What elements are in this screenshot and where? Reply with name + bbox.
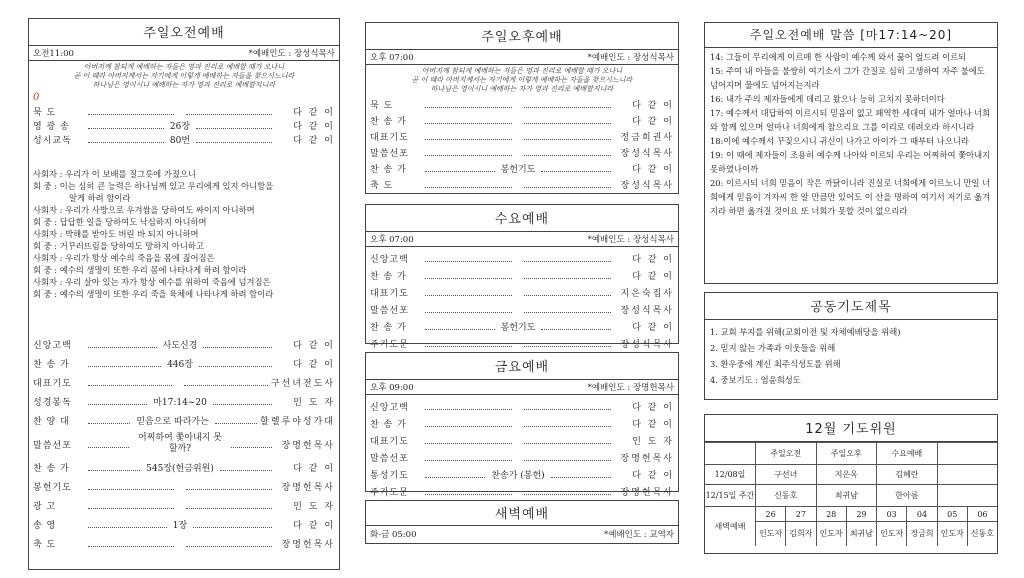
wednesday-panel (365, 204, 679, 350)
order-row: 대표기도 구선녀전도사 (33, 379, 336, 389)
reading-line: 회 중 : 답답한 일을 당하여도 낙심하지 아니하며 (33, 217, 207, 227)
reading-line: 회 중 : 거꾸러뜨림을 당하여도 망하지 아니하고 (33, 241, 204, 251)
prayer-committee-panel (704, 414, 998, 554)
committee-cell: 김혜란 (877, 465, 938, 485)
order-row: 대표기도 정금희권사 (370, 132, 674, 143)
col-header: 수요예배 (877, 443, 938, 465)
committee-cell: 한아름 (877, 485, 938, 507)
friday-panel (365, 352, 679, 498)
sunday-morning-order-top (29, 104, 339, 146)
committee-cell: 신동호 (756, 485, 817, 507)
order-row: 말씀선포 장명헌목사 (370, 454, 674, 464)
name-cell: 김희자 (786, 522, 816, 546)
order-row: 영 광 송 26장 다 같 이 (29, 118, 339, 132)
dawn-header (366, 526, 678, 541)
order-row: 봉헌기도 장명헌목사 (33, 483, 335, 493)
sermon-title: 주일오전예배 말씀 [마17:14~20] (705, 23, 997, 48)
date-cell: 28 (816, 507, 846, 522)
prayer-item: 4. 중보기도 : 엄윤희성도 (710, 375, 801, 385)
reading-line: 회 중 : 예수의 생명이 또한 우리 죽을 육체에 나타나게 하려 함이라 (33, 289, 274, 299)
responsive-reading (29, 168, 339, 300)
date-cell: 04 (907, 507, 937, 522)
verse: 18:이에 예수께서 꾸짖으시니 귀신이 나가고 아이가 그 때부터 나으니라 (710, 136, 969, 146)
col-header: 주일오전 (756, 443, 817, 465)
reading-line: 사회자 : 박해를 받아도 버린 바 되지 아니하며 (33, 229, 199, 239)
sunday-morning-panel (28, 18, 340, 570)
order-row: 주기도문 장성식목사 (370, 340, 674, 350)
sunday-morning-time: 오전11:00 (33, 49, 74, 59)
order-row: 찬 양 대 믿음으로 따라가는 할렐루야성가대 (29, 411, 339, 430)
dawn-leader: *예배인도 : 교역자 (604, 530, 674, 540)
order-row: 찬 송 가 545장(헌금위원) 다 같 이 (29, 458, 339, 477)
order-row: 찬 송 가 봉헌기도 다 같 이 (366, 318, 678, 335)
verse: 14: 그들이 무리에게 이르매 한 사람이 예수께 와서 꿇어 엎드려 이르되 (710, 52, 967, 62)
sunday-evening-quote: 아버지께 참되게 예배하는 자들은 영과 진리로 예배할 때가 오나니 곧 이 때라 아버지께서는 자기에게 이렇게 예배하는 자들을 찾으시느니라 하나님은 영이시니 예배하는 자가 영과 진리로 예배할지니라 (411, 67, 633, 93)
prayer-item: 1. 교회 부지를 위해(교회이전 및 자체예배당을 위해) (710, 327, 901, 337)
prayer-list (705, 320, 997, 390)
reading-line: 사회자 : 우리가 사방으로 우겨쌈을 당하여도 싸이지 아니하며 (33, 205, 255, 215)
order-row: 말씀선포 어찌하여 쫓아내지 못할까? 장명헌목사 (33, 433, 335, 454)
verse: 17: 예수께서 대답하여 이르시되 믿음이 없고 패역한 세대여 내가 얼마나 너희와 함께 있으며 얼마나 너희에게 참으리요 그를 이리로 데려오라 하시니라 (710, 108, 991, 132)
dawn-label: 새벽예배 (705, 507, 756, 546)
order-row: 묵 도 다 같 이 (370, 100, 674, 111)
sunday-morning-order-bottom (29, 335, 339, 553)
sermon-panel (704, 22, 998, 284)
reading-line: 사회자 : 우리가 항상 예수의 죽음을 몸에 짊어짐은 (33, 253, 215, 263)
date-cell: 26 (756, 507, 786, 522)
order-row: 신앙고백 사도신경 다 같 이 (29, 335, 339, 354)
order-row: 축 도 장명헌목사 (33, 540, 335, 550)
sunday-morning-quote: 아버지께 참되게 예배하는 자들은 영과 진리로 예배할 때가 오나니 곧 이 때라 아버지께서는 자기에게 이렇게 예배하는 자들을 찾으시느니라 하나님은 영이시니 예배하는 자가 영과 진리로 예배할지니라 (73, 63, 295, 89)
reading-line: 사회자 : 우리 살아 있는 자가 항상 예수를 위하여 죽음에 넘겨짐은 (33, 277, 271, 287)
col-header: 주일오후 (816, 443, 877, 465)
order-row: 말씀선포 장성식목사 (370, 148, 674, 159)
prayer-committee-title: 12월 기도위원 (705, 415, 997, 442)
friday-header (366, 380, 678, 395)
committee-table (705, 442, 997, 546)
name-cell: 정금희 (907, 522, 937, 546)
wednesday-leader: *예배인도 : 장성식목사 (587, 235, 674, 245)
committee-cell: 구선녀 (756, 465, 817, 485)
order-row: 신앙고백 다 같 이 (370, 403, 674, 413)
order-row: 축 도 장성식목사 (370, 180, 674, 191)
committee-cell: 최귀남 (816, 485, 877, 507)
name-cell: 신동호 (967, 522, 997, 546)
reading-line: 회 중 : 예수의 생명이 또한 우리 몸에 나타나게 하려 함이라 (33, 265, 247, 275)
common-prayer-panel (704, 292, 998, 400)
verse: 16: 내가 주의 제자들에게 데리고 왔으나 능히 고치지 못하더이다 (710, 94, 945, 104)
sunday-morning-title: 주일오전예배 (29, 19, 339, 46)
order-row: 성시교독 80번 다 같 이 (29, 132, 339, 146)
date-cell: 05 (937, 507, 967, 522)
order-row: 통성기도 찬송가 (봉헌) 다 같 이 (366, 466, 678, 483)
date-cell: 06 (967, 507, 997, 522)
friday-time: 오후 09:00 (370, 383, 414, 393)
name-cell: 인도자 (756, 522, 786, 546)
handwritten-mark: 0 (33, 92, 40, 103)
name-cell: 최귀남 (846, 522, 876, 546)
order-row: 찬 송 가 다 같 이 (370, 116, 674, 127)
wednesday-header (366, 232, 678, 247)
sunday-morning-header (29, 46, 339, 61)
order-row: 찬 송 가 다 같 이 (370, 272, 674, 282)
order-row: 대표기도 인 도 자 (370, 437, 674, 447)
reading-line: 회 중 : 이는 심히 큰 능력은 하나님께 있고 우리에게 있지 아니함을 (33, 181, 274, 191)
order-row: 말씀선포 장성식목사 (370, 306, 674, 316)
sunday-morning-leader: *예배인도 : 장성식목사 (248, 49, 335, 59)
dawn-time: 화-금 05:00 (370, 530, 417, 540)
row-label: 12/08일 (705, 465, 756, 485)
sunday-evening-leader: *예배인도 : 장성식목사 (587, 53, 674, 63)
order-row: 주기도문 장명헌목사 (370, 488, 674, 498)
committee-cell: 지은옥 (816, 465, 877, 485)
order-row: 성경봉독 마17:14~20 인 도 자 (29, 392, 339, 411)
verse: 19: 이 때에 제자들이 조용히 예수께 나아와 이르되 우리는 어찌하여 쫓아내지 못하였나이까 (710, 150, 991, 174)
common-prayer-title: 공동기도제목 (705, 293, 997, 320)
name-cell: 인도자 (877, 522, 907, 546)
sunday-evening-time: 오후 07:00 (370, 53, 414, 63)
sunday-evening-header (366, 50, 678, 65)
order-row: 송 영 1장 다 같 이 (29, 515, 339, 534)
row-label: 12/15일 주간 (705, 485, 756, 507)
order-row: 신앙고백 다 같 이 (370, 255, 674, 265)
order-row: 묵 도 다 같 이 (33, 107, 335, 118)
reading-line: 알게 하려 함이라 (69, 193, 131, 203)
dawn-title: 새벽예배 (366, 501, 678, 526)
order-row: 광 고 인 도 자 (33, 502, 335, 512)
friday-leader: *예배인도 : 장명헌목사 (587, 383, 674, 393)
wednesday-title: 수요예배 (366, 205, 678, 232)
name-cell: 인도자 (816, 522, 846, 546)
order-row: 대표기도 지은숙집사 (370, 289, 674, 299)
sermon-verses (705, 48, 997, 220)
reading-line: 사회자 : 우리가 이 보배를 질그릇에 가졌으니 (33, 169, 196, 179)
sunday-evening-title: 주일오후예배 (366, 23, 678, 50)
order-row: 찬 송 가 봉헌기도 다 같 이 (366, 160, 678, 176)
prayer-item: 3. 환우중에 계신 최주식성도를 위해 (710, 359, 841, 369)
prayer-item: 2. 믿지 않는 가족과 이웃들을 위해 (710, 343, 836, 353)
date-cell: 03 (877, 507, 907, 522)
name-cell: 인도자 (937, 522, 967, 546)
order-row: 찬 송 가 다 같 이 (370, 420, 674, 430)
verse: 15: 주여 내 아들을 불쌍히 여기소서 그가 간질로 심히 고생하여 자주 불에도 넘어지며 물에도 넘어지는지라 (710, 66, 985, 90)
wednesday-time: 오후 07:00 (370, 235, 414, 245)
date-cell: 27 (786, 507, 816, 522)
sunday-evening-panel (365, 22, 679, 194)
verse: 20: 이르시되 너희 믿음이 작은 까닭이니라 진실로 너희에게 이르노니 만일 너희에게 믿음이 겨자씨 한 알 만큼만 있어도 이 산을 명하여 여기서 저기로 옮겨지라 하면 옮겨질 것이요 또 너희가 못할 것이 없으리라 (710, 178, 991, 216)
date-cell: 29 (846, 507, 876, 522)
order-row: 찬 송 가 446장 다 같 이 (29, 354, 339, 373)
dawn-panel (365, 500, 679, 544)
friday-title: 금요예배 (366, 353, 678, 380)
